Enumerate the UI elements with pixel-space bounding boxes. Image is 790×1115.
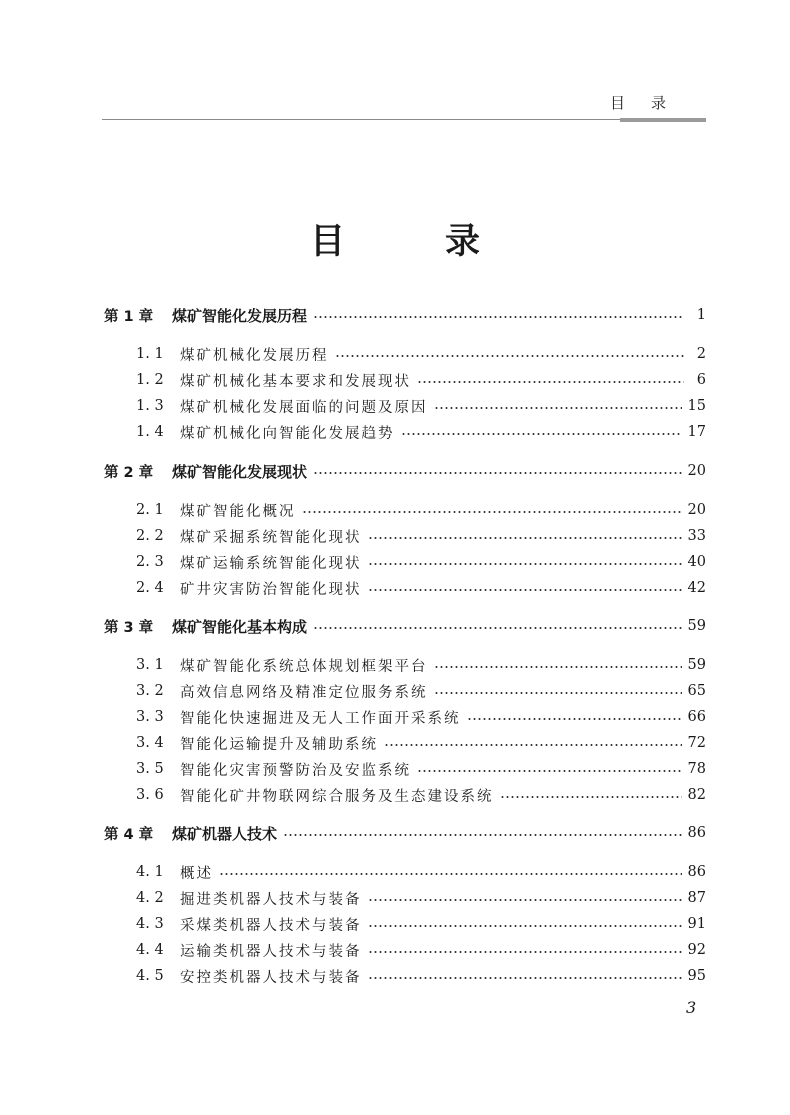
toc-entry-page: 20 xyxy=(687,502,706,518)
toc-entry-page: 86 xyxy=(687,825,706,841)
toc-entry-number: 4. 5 xyxy=(136,968,164,984)
toc-dot-leader xyxy=(368,537,682,539)
toc-section-entry[interactable] xyxy=(104,730,706,756)
toc-dot-leader xyxy=(368,925,682,927)
toc-dot-leader xyxy=(384,744,682,746)
toc-entry-page: 59 xyxy=(687,657,706,673)
toc-entry-number: 2. 1 xyxy=(136,502,164,518)
toc-entry-page: 82 xyxy=(687,787,706,803)
toc-entry-page: 91 xyxy=(687,916,706,932)
toc-entry-number: 4. 4 xyxy=(136,942,164,958)
toc-dot-leader xyxy=(434,407,682,409)
toc-entry-page: 72 xyxy=(687,735,706,751)
toc-dot-leader xyxy=(500,796,682,798)
toc-entry-number: 1. 1 xyxy=(136,346,164,362)
toc-entry-title: 概述 xyxy=(180,865,213,882)
toc-entry-page: 78 xyxy=(687,761,706,777)
toc-section-entry[interactable] xyxy=(104,549,706,575)
toc-dot-leader xyxy=(368,899,682,901)
toc-entry-number: 4. 1 xyxy=(136,864,164,880)
toc-entry-page: 92 xyxy=(687,942,706,958)
page-number: 3 xyxy=(686,998,697,1017)
toc-entry-page: 1 xyxy=(696,307,706,323)
toc-section-entry[interactable] xyxy=(104,523,706,549)
toc-entry-page: 17 xyxy=(687,424,706,440)
toc-dot-leader xyxy=(368,563,682,565)
toc-entry-number: 3. 3 xyxy=(136,709,164,725)
toc-entry-number: 2. 3 xyxy=(136,554,164,570)
toc-entry-page: 66 xyxy=(687,709,706,725)
toc-entry-page: 33 xyxy=(687,528,706,544)
running-head-text: 目录 xyxy=(609,94,692,112)
toc-entry-number: 3. 4 xyxy=(136,735,164,751)
toc-entry-title: 煤矿智能化发展现状 xyxy=(172,462,308,481)
toc-entry-page: 87 xyxy=(687,890,706,906)
toc-entry-number: 3. 6 xyxy=(136,787,164,803)
toc-entry-page: 15 xyxy=(687,398,706,414)
toc-section-entry[interactable] xyxy=(104,367,706,393)
toc-entry-title: 智能化运输提升及辅助系统 xyxy=(180,736,378,753)
toc-dot-leader xyxy=(368,977,682,979)
toc-section-entry[interactable] xyxy=(104,497,706,523)
toc-section-entry[interactable] xyxy=(104,885,706,911)
toc-dot-leader xyxy=(313,472,682,474)
toc-entry-page: 20 xyxy=(687,463,706,479)
toc-dot-leader xyxy=(434,666,682,668)
toc-entry-page: 6 xyxy=(696,372,706,388)
toc-entry-page: 59 xyxy=(687,618,706,634)
toc-section-entry[interactable] xyxy=(104,575,706,601)
header-rule-accent xyxy=(620,118,706,122)
toc-chapter-entry[interactable] xyxy=(104,613,706,639)
toc-section-entry[interactable] xyxy=(104,911,706,937)
toc-dot-leader xyxy=(368,589,682,591)
toc-entry-title: 智能化矿井物联网综合服务及生态建设系统 xyxy=(180,788,494,805)
toc-entry-page: 86 xyxy=(687,864,706,880)
toc-section-entry[interactable] xyxy=(104,419,706,445)
toc-dot-leader xyxy=(417,381,684,383)
toc-entry-title: 采煤类机器人技术与装备 xyxy=(180,917,362,934)
toc-entry-title: 煤矿智能化概况 xyxy=(180,503,296,520)
toc-entry-title: 矿井灾害防治智能化现状 xyxy=(180,581,362,598)
toc-entry-title: 智能化灾害预警防治及安监系统 xyxy=(180,762,411,779)
toc-dot-leader xyxy=(283,834,682,836)
toc-entry-page: 40 xyxy=(687,554,706,570)
toc-section-entry[interactable] xyxy=(104,937,706,963)
toc-dot-leader xyxy=(434,692,682,694)
toc-entry-title: 煤矿智能化发展历程 xyxy=(172,306,308,325)
toc-entry-title: 煤矿智能化系统总体规划框架平台 xyxy=(180,658,428,675)
toc-entry-number: 2. 2 xyxy=(136,528,164,544)
toc-entry-title: 高效信息网络及精准定位服务系统 xyxy=(180,684,428,701)
toc-section-entry[interactable] xyxy=(104,704,706,730)
toc-entry-title: 智能化快速掘进及无人工作面开采系统 xyxy=(180,710,461,727)
toc-chapter-entry[interactable] xyxy=(104,820,706,846)
toc-entry-page: 95 xyxy=(687,968,706,984)
toc-section-entry[interactable] xyxy=(104,393,706,419)
toc-entry-title: 运输类机器人技术与装备 xyxy=(180,943,362,960)
toc-chapter-entry[interactable] xyxy=(104,302,706,328)
toc-entry-number: 第 2 章 xyxy=(104,464,154,481)
toc-dot-leader xyxy=(335,355,685,357)
toc-entry-title: 掘进类机器人技术与装备 xyxy=(180,891,362,908)
toc-entry-page: 65 xyxy=(687,683,706,699)
toc-section-entry[interactable] xyxy=(104,652,706,678)
toc-dot-leader xyxy=(417,770,682,772)
toc-entry-number: 2. 4 xyxy=(136,580,164,596)
toc-entry-page: 2 xyxy=(696,346,706,362)
toc-entry-number: 1. 2 xyxy=(136,372,164,388)
toc-entry-number: 3. 1 xyxy=(136,657,164,673)
toc-entry-number: 1. 3 xyxy=(136,398,164,414)
toc-entry-title: 煤矿机器人技术 xyxy=(172,824,278,843)
toc-dot-leader xyxy=(401,433,682,435)
toc-section-entry[interactable] xyxy=(104,341,706,367)
toc-entry-title: 安控类机器人技术与装备 xyxy=(180,969,362,986)
toc-dot-leader xyxy=(368,951,682,953)
toc-section-entry[interactable] xyxy=(104,756,706,782)
toc-entry-title: 煤矿机械化基本要求和发展现状 xyxy=(180,373,411,390)
toc-entry-title: 煤矿智能化基本构成 xyxy=(172,617,308,636)
toc-entry-number: 第 4 章 xyxy=(104,826,154,843)
toc-section-entry[interactable] xyxy=(104,963,706,989)
toc-section-entry[interactable] xyxy=(104,782,706,808)
toc-entry-title: 煤矿采掘系统智能化现状 xyxy=(180,529,362,546)
toc-entry-number: 4. 2 xyxy=(136,890,164,906)
toc-dot-leader xyxy=(313,316,684,318)
header-rule xyxy=(102,119,706,120)
toc-dot-leader xyxy=(467,718,682,720)
toc-entry-title: 煤矿运输系统智能化现状 xyxy=(180,555,362,572)
toc-entry-page: 42 xyxy=(687,580,706,596)
toc-dot-leader xyxy=(313,627,682,629)
page-title: 目录 xyxy=(309,222,580,262)
toc-chapter-entry[interactable] xyxy=(104,458,706,484)
toc-entry-title: 煤矿机械化发展面临的问题及原因 xyxy=(180,399,428,416)
toc-entry-number: 第 1 章 xyxy=(104,308,154,325)
toc-entry-number: 第 3 章 xyxy=(104,619,154,636)
toc-entry-number: 1. 4 xyxy=(136,424,164,440)
toc-entry-title: 煤矿机械化发展历程 xyxy=(180,347,329,364)
toc-dot-leader xyxy=(219,873,682,875)
toc-entry-number: 3. 2 xyxy=(136,683,164,699)
toc-entry-number: 3. 5 xyxy=(136,761,164,777)
toc-section-entry[interactable] xyxy=(104,859,706,885)
toc-entry-number: 4. 3 xyxy=(136,916,164,932)
toc-dot-leader xyxy=(302,511,682,513)
running-head xyxy=(102,88,706,120)
toc-entry-title: 煤矿机械化向智能化发展趋势 xyxy=(180,425,395,442)
toc-section-entry[interactable] xyxy=(104,678,706,704)
